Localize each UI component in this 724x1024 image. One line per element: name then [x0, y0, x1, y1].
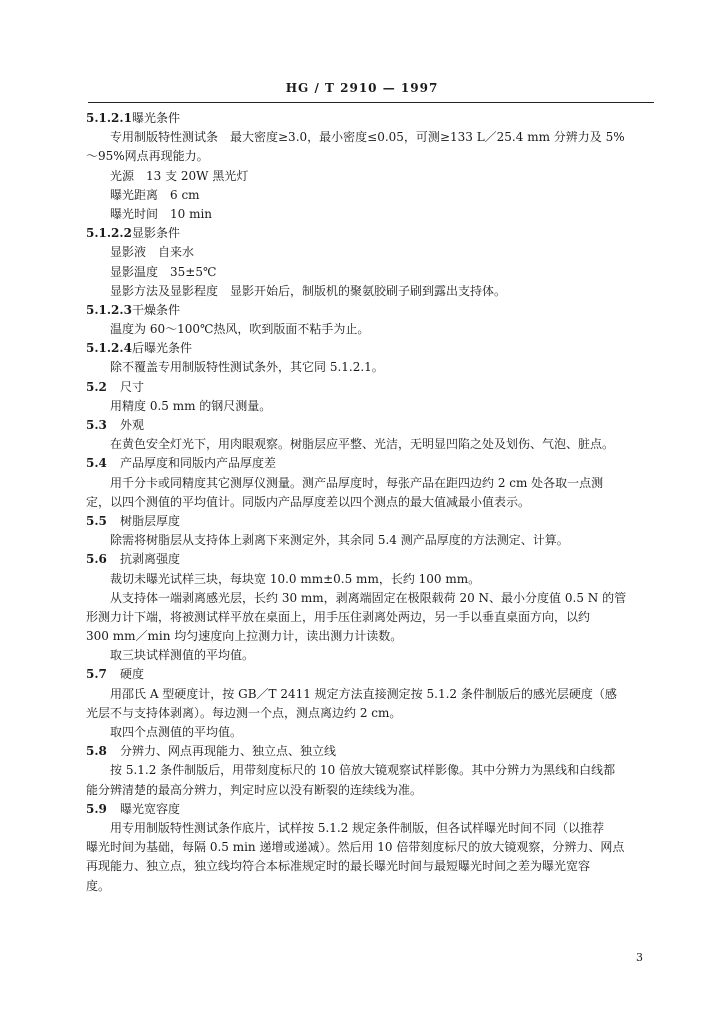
page-number: 3: [636, 951, 643, 964]
section-number: 5.3: [86, 418, 107, 432]
section-number: 5.1.2.3: [86, 302, 132, 317]
paragraph-line: 度。: [86, 878, 111, 893]
section-heading: [86, 378, 658, 397]
section-number: 5.4: [86, 456, 107, 471]
section-title: 外观: [120, 418, 145, 432]
paragraph-line: 光源 13 支 20W 黑光灯: [110, 168, 249, 183]
section-number: 5.6: [86, 552, 107, 567]
section-heading: [86, 742, 658, 761]
section-title: 尺寸: [120, 379, 145, 394]
section-number: 5.5: [86, 513, 107, 528]
paragraph-line: 从支持体一端剥离感光层，长约 30 mm，剥离端固定在极限载荷 20 N、最小分度值 0.5 N 的管: [110, 590, 627, 605]
paragraph-line: 曝光时间为基础，每隔 0.5 min 递增或递减）。然后用 10 倍带刻度标尺的放大镜观察，分辨力、网点: [86, 840, 625, 855]
section-number: 5.1.2.2: [86, 226, 132, 241]
section-title: 曝光宽容度: [120, 801, 181, 816]
paragraph-line: 专用制版特性测试条 最大密度≥3.0，最小密度≤0.05，可测≥133 L／25.4 mm 分辨力及 5%: [110, 130, 625, 145]
paragraph-line: 温度为 60～100℃热风，吹到版面不粘手为止。: [110, 322, 370, 337]
section-heading: [86, 454, 658, 473]
section-title: 后曝光条件: [132, 341, 193, 356]
section-number: 5.8: [86, 744, 107, 759]
paragraph-line: 按 5.1.2 条件制版后，用带刻度标尺的 10 倍放大镜观察试样影像。其中分辨力为黑线和白线都: [110, 763, 616, 778]
section-title: 抗剥离强度: [120, 552, 181, 567]
section-number: 5.2: [86, 379, 107, 394]
section-title: 产品厚度和同版内产品厚度差: [120, 456, 277, 471]
paragraph-line: 取三块试样测值的平均值。: [110, 648, 255, 663]
paragraph-line: 显影温度 35±5℃: [110, 264, 217, 279]
paragraph-line: 除需将树脂层从支持体上剥离下来测定外，其余同 5.4 测产品厚度的方法测定、计算。: [110, 533, 569, 548]
paragraph-line: 用精度 0.5 mm 的钢尺测量。: [110, 398, 272, 413]
paragraph-line: 在黄色安全灯光下，用肉眼观察。树脂层应平整、光洁，无明显凹陷之处及划伤、气泡、脏点。: [110, 437, 615, 452]
paragraph-line: 用专用制版特性测试条作底片，试样按 5.1.2 规定条件制版，但各试样曝光时间不同（以推荐: [110, 820, 605, 835]
section-title: 硬度: [120, 667, 145, 682]
paragraph-line: 曝光时间 10 min: [110, 206, 213, 221]
section-heading: [86, 665, 658, 684]
section-number: 5.7: [86, 667, 107, 682]
header-rule: [88, 102, 654, 103]
section-heading: [86, 550, 658, 569]
document-header: HG / T 2910 — 1997: [285, 81, 439, 95]
section-number: 5.9: [86, 801, 107, 816]
section-title: 显影条件: [132, 226, 181, 241]
section-heading: [86, 800, 658, 819]
paragraph-line: 能分辨清楚的最高分辨力，判定时应以没有断裂的连续线为准。: [86, 782, 423, 797]
section-title: 分辨力、网点再现能力、独立点、独立线: [120, 744, 337, 759]
section-number: 5.1.2.4: [86, 341, 132, 356]
paragraph-line: 用邵氏 A 型硬度计，按 GB／T 2411 规定方法直接测定按 5.1.2 条件制版后的感光层硬度（感: [110, 686, 617, 701]
section-title: 树脂层厚度: [120, 513, 181, 528]
section-title: 曝光条件: [132, 111, 181, 125]
paragraph-line: 显影液 自来水: [110, 245, 195, 260]
section-heading: [86, 224, 658, 243]
document-body: [86, 109, 658, 896]
paragraph-line: 定，以四个测值的平均值计。同版内产品厚度差以四个测点的最大值减最小值表示。: [86, 494, 531, 509]
paragraph-line: 显影方法及显影程度 显影开始后，制版机的聚氨胶刷子刷到露出支持体。: [110, 283, 507, 298]
paragraph-line: ～95%网点再现能力。: [86, 149, 209, 164]
section-heading: [86, 416, 658, 435]
section-title: 干燥条件: [132, 302, 181, 317]
paragraph-line: 曝光距离 6 cm: [110, 187, 200, 202]
paragraph-line: 裁切未曝光试样三块，每块宽 10.0 mm±0.5 mm，长约 100 mm。: [110, 571, 481, 586]
section-heading: [86, 512, 658, 531]
section-heading: [86, 301, 658, 320]
section-heading: [86, 339, 658, 358]
paragraph-line: 形测力计下端，将被测试样平放在桌面上，用手压住剥离处两边，另一手以垂直桌面方向，以约: [86, 609, 591, 624]
section-number: 5.1.2.1: [86, 111, 132, 125]
paragraph-line: 取四个点测值的平均值。: [110, 725, 243, 739]
paragraph-line: 用千分卡或同精度其它测厚仪测量。测产品厚度时，每张产品在距四边约 2 cm 处各取一点测: [110, 475, 604, 490]
paragraph-line: 再现能力、独立点，独立线均符合本标准规定时的最长曝光时间与最短曝光时间之差为曝光宽容: [86, 859, 591, 874]
paragraph-line: 光层不与支持体剥离）。每边测一个点，测点离边约 2 cm。: [86, 705, 402, 720]
paragraph-line: 300 mm／min 均匀速度向上拉测力计，读出测力计读数。: [86, 629, 403, 644]
paragraph-line: 除不覆盖专用制版特性测试条外，其它同 5.1.2.1。: [110, 360, 384, 375]
section-heading: [86, 109, 658, 128]
